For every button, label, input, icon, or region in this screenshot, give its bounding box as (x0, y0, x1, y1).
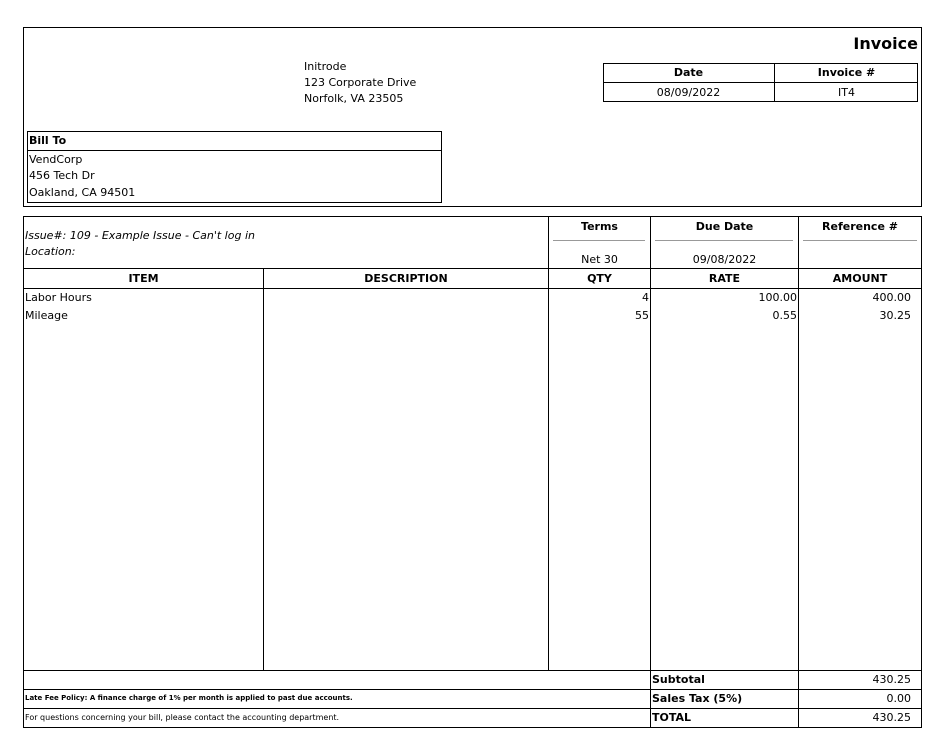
company-address-line1: 123 Corporate Drive (304, 76, 417, 89)
column-header-rate: RATE (708, 272, 741, 285)
invoice-number-value: IT4 (838, 86, 855, 99)
row-2-qty: 55 (635, 309, 649, 322)
due-date-label: Due Date (695, 220, 754, 233)
column-header-qty: QTY (587, 272, 612, 285)
late-fee-policy: Late Fee Policy: A finance charge of 1% per month is applied to past due accounts. (25, 694, 353, 702)
date-value: 08/09/2022 (656, 86, 721, 99)
row-1-item: Labor Hours (25, 291, 92, 304)
row-1-qty: 4 (642, 291, 649, 304)
total-value: 430.25 (872, 711, 911, 724)
questions-note: For questions concerning your bill, please contact the accounting department. (25, 713, 340, 722)
invoice-title: Invoice (853, 34, 918, 53)
bill-to-name: VendCorp (29, 153, 83, 166)
location-line: Location: (25, 245, 76, 258)
date-label: Date (673, 66, 704, 79)
due-date-value: 09/08/2022 (692, 253, 757, 266)
terms-value: Net 30 (581, 253, 618, 266)
company-name: Initrode (304, 60, 347, 73)
reference-label: Reference # (822, 220, 898, 233)
bill-to-address-line2: Oakland, CA 94501 (29, 186, 136, 199)
row-2-rate: 0.55 (772, 309, 797, 322)
row-2-item: Mileage (25, 309, 68, 322)
column-header-amount: AMOUNT (832, 272, 888, 285)
row-1-amount: 400.00 (872, 291, 911, 304)
column-header-description: DESCRIPTION (364, 272, 448, 285)
bill-to-label: Bill To (29, 134, 67, 147)
bill-to-address-line1: 456 Tech Dr (29, 169, 95, 182)
subtotal-value: 430.25 (872, 673, 911, 686)
row-2-amount: 30.25 (879, 309, 911, 322)
issue-line: Issue#: 109 - Example Issue - Can't log in (25, 229, 255, 242)
subtotal-label: Subtotal (652, 673, 705, 686)
invoice-number-label: Invoice # (817, 66, 876, 79)
terms-label: Terms (581, 220, 618, 233)
row-1-rate: 100.00 (758, 291, 797, 304)
sales-tax-label: Sales Tax (5%) (652, 692, 743, 705)
company-address-line2: Norfolk, VA 23505 (304, 92, 404, 105)
total-label: TOTAL (652, 711, 692, 724)
column-header-item: ITEM (128, 272, 159, 285)
sales-tax-value: 0.00 (886, 692, 911, 705)
